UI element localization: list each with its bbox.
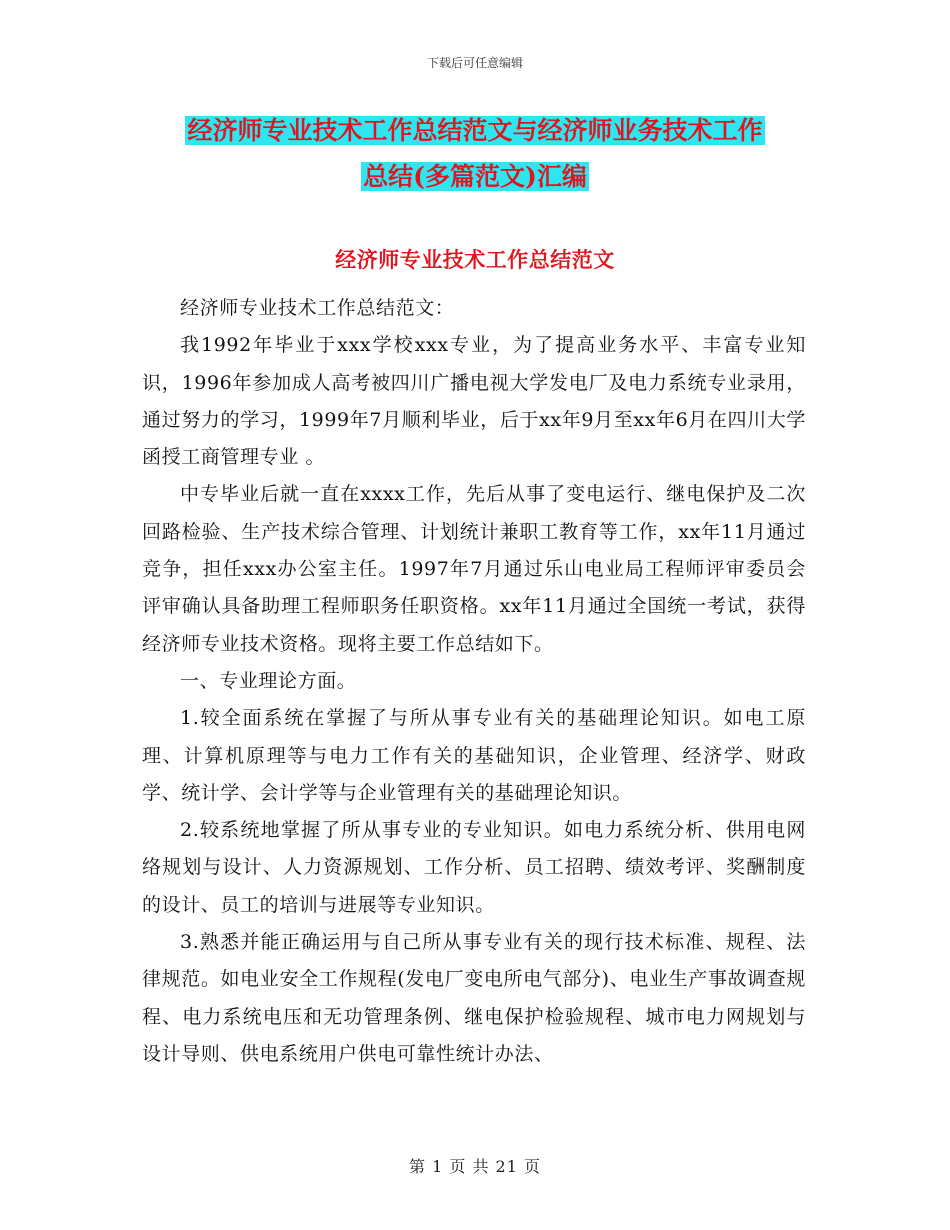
- paragraph: 3.熟悉并能正确运用与自己所从事专业有关的现行技术标准、规程、法律规范。如电业安全工作规程(发电厂变电所电气部分)、电业生产事故调查规程、电力系统电压和无功管理条例、继电保护检验规程、城市电力网规划与设计导则、供电系统用户供电可靠性统计办法、: [142, 931, 806, 1065]
- paragraph: 一、专业理论方面。: [180, 669, 357, 692]
- page-footer: 第 1 页 共 21 页: [409, 1157, 541, 1176]
- paragraph: 1.较全面系统在掌握了与所从事专业有关的基础理论知识。如电工原理、计算机原理等与电力工作有关的基础知识，企业管理、经济学、财政学、统计学、会计学等与企业管理有关的基础理论知识。: [142, 707, 806, 804]
- section-title: 经济师专业技术工作总结范文: [335, 247, 615, 272]
- document-title-line-2: 总结(多篇范文)汇编: [363, 162, 587, 191]
- paragraph: 2.较系统地掌握了所从事专业的专业知识。如电力系统分析、供用电网络规划与设计、人力资源规划、工作分析、员工招聘、绩效考评、奖酬制度的设计、员工的培训与进展等专业知识。: [142, 819, 806, 916]
- paragraph: 我1992年毕业于xxx学校xxx专业，为了提高业务水平、丰富专业知识，1996年参加成人高考被四川广播电视大学发电厂及电力系统专业录用，通过努力的学习，1999年7月顺利毕业，后于xx年9月至xx年6月在四川大学函授工商管理专业 。: [142, 334, 806, 469]
- paragraph: 中专毕业后就一直在xxxx工作，先后从事了变电运行、继电保护及二次回路检验、生产技术综合管理、计划统计兼职工教育等工作，xx年11月通过竞争，担任xxx办公室主任。1997年7月通过乐山电业局工程师评审委员会评审确认具备助理工程师职务任职资格。xx年11月通过全国统一考试，获得经济师专业技术资格。现将主要工作总结如下。: [142, 483, 806, 655]
- document-title: [120, 108, 830, 200]
- header-note: 下载后可任意编辑: [426, 56, 523, 70]
- document-title-line-1: 经济师专业技术工作总结范文与经济师业务技术工作: [187, 116, 763, 145]
- document-body: [142, 290, 806, 1073]
- paragraph: 经济师专业技术工作总结范文：: [180, 297, 455, 319]
